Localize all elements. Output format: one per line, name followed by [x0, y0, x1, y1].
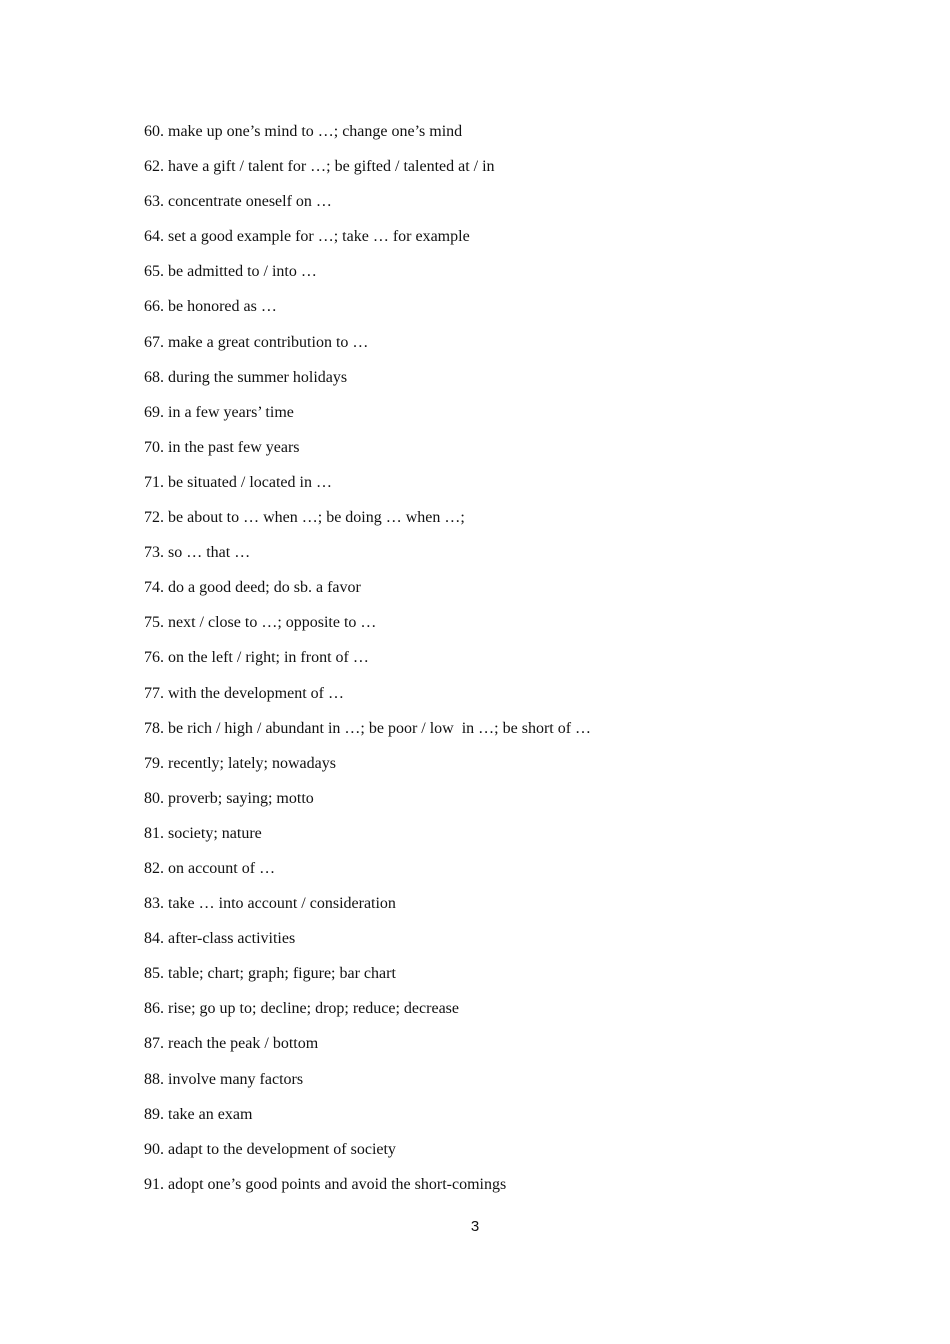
list-item: 84. after-class activities: [144, 930, 296, 948]
list-item: 66. be honored as …: [144, 298, 277, 316]
list-item: 85. table; chart; graph; figure; bar chart: [144, 965, 396, 983]
list-item: 60. make up one’s mind to …; change one’s mind: [144, 123, 463, 140]
list-item: 83. take … into account / consideration: [144, 895, 396, 913]
list-item: 72. be about to … when …; be doing … when …;: [144, 509, 465, 527]
list-item: 88. involve many factors: [144, 1070, 304, 1088]
list-item: 90. adapt to the development of society: [144, 1140, 396, 1158]
list-item: 62. have a gift / talent for …; be gifted / talented at / in: [144, 158, 495, 176]
list-item: 68. during the summer holidays: [144, 368, 348, 386]
phrase-list: [144, 118, 591, 1206]
list-item: 91. adopt one’s good points and avoid the short-comings: [144, 1175, 507, 1193]
list-item: 63. concentrate oneself on …: [144, 193, 332, 211]
list-item: 82. on account of …: [144, 859, 276, 877]
list-item: 64. set a good example for …; take … for example: [144, 228, 470, 246]
list-item: 76. on the left / right; in front of …: [144, 649, 369, 667]
page-number: 3: [470, 1218, 480, 1235]
list-item: 74. do a good deed; do sb. a favor: [144, 579, 361, 597]
list-item: 79. recently; lately; nowadays: [144, 754, 336, 772]
list-item: 70. in the past few years: [144, 438, 300, 456]
list-item: 86. rise; go up to; decline; drop; reduce; decrease: [144, 1000, 459, 1018]
list-item: 78. be rich / high / abundant in …; be poor / low in …; be short of …: [144, 719, 592, 737]
list-item: 89. take an exam: [144, 1105, 253, 1123]
list-item: 77. with the development of …: [144, 684, 344, 702]
list-item: 67. make a great contribution to …: [144, 333, 369, 351]
list-item: 81. society; nature: [144, 824, 262, 842]
list-item: 73. so … that …: [144, 544, 251, 562]
list-item: 71. be situated / located in …: [144, 473, 332, 491]
list-item: 75. next / close to …; opposite to …: [144, 614, 377, 632]
list-item: 87. reach the peak / bottom: [144, 1035, 319, 1053]
list-item: 80. proverb; saying; motto: [144, 789, 314, 807]
list-item: 69. in a few years’ time: [144, 403, 294, 421]
list-item: 65. be admitted to / into …: [144, 263, 317, 281]
